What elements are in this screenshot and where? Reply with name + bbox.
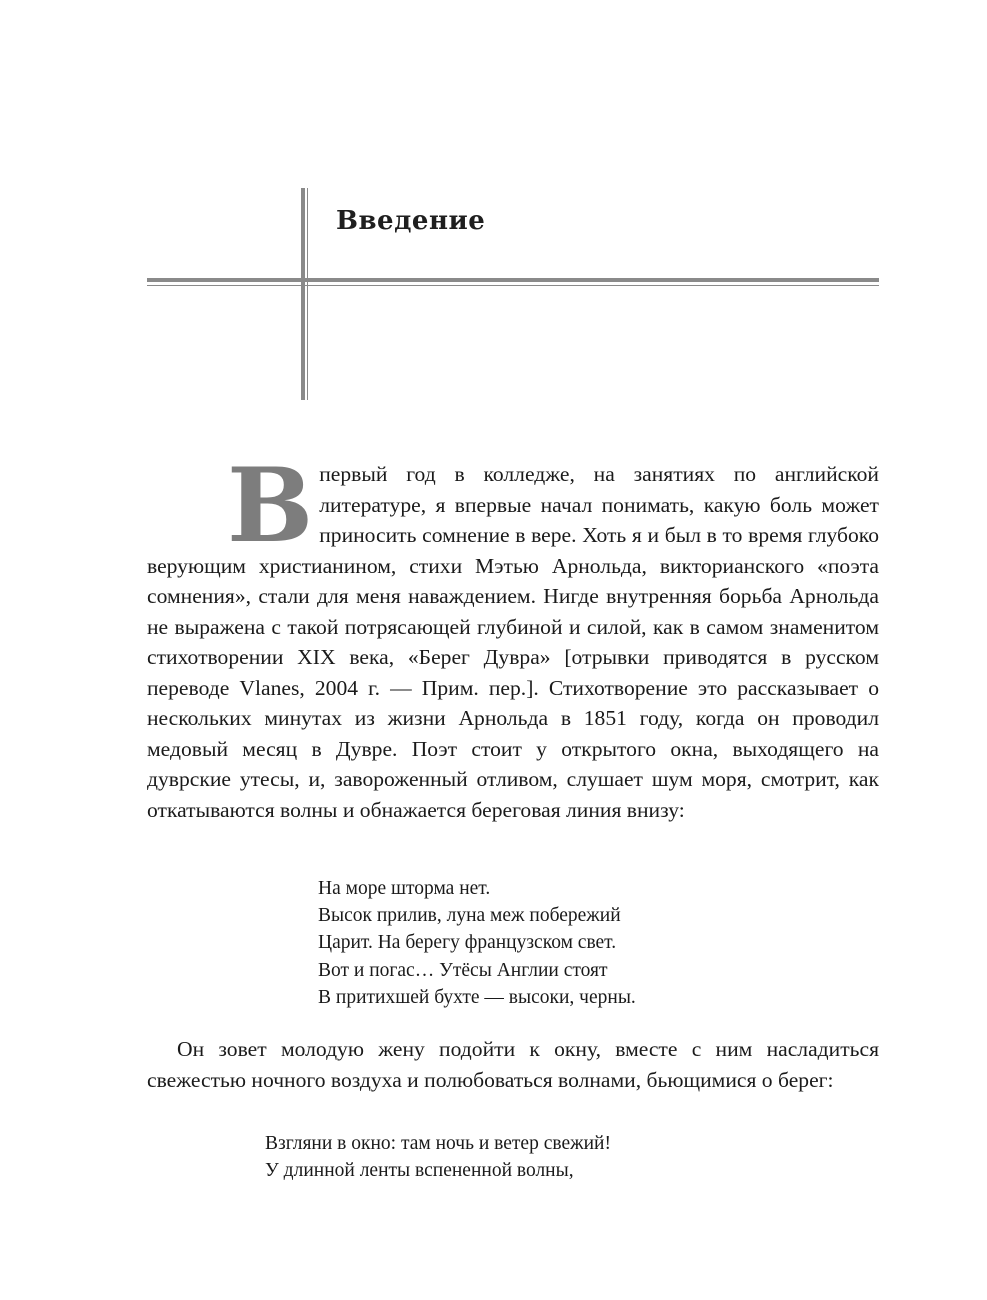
vertical-rule-thin — [307, 188, 308, 400]
poem-excerpt-1 — [318, 875, 636, 1011]
horizontal-rule-thin — [147, 285, 879, 286]
intro-text: первый год в колледже, на занятиях по английской литературе, я впервые начал понимать, какую боль может приносить сомнение в вере. Хоть я и был в то время глубоко верующим христианином, стихи Мэтью Арнольда, викторианского «поэта сомнения», стали для меня наваждением. Нигде внутренняя борьба Арнольда не выражена с такой потрясающей глубиной и силой, как в самом знаменитом стихотворении XIX века, «Берег Дувра» [отрывки приводятся в русском переводе Vlanes, 2004 г. — Прим. пер.]. Стихотворение это рассказывает о нескольких минутах из жизни Арнольда в 1851 году, когда он проводил медовый месяц в Дувре. Поэт стоит у открытого окна, выходящего на дуврские утесы, и, завороженный отливом, слушает шум моря, смотрит, как откатываются волны и обнажается береговая линия внизу: — [147, 462, 879, 822]
poem-line: Взгляни в окно: там ночь и ветер свежий! — [265, 1133, 611, 1154]
horizontal-rule-thick — [147, 278, 879, 282]
poem-line: В притихшей бухте — высоки, черны. — [318, 986, 636, 1008]
poem-line: У длинной ленты вспененной волны, — [265, 1160, 574, 1182]
chapter-title: Введение — [336, 206, 486, 236]
second-paragraph: Он зовет молодую жену подойти к окну, вместе с ним насладиться свежестью ночного воздуха и полюбоваться волнами, бьющимися о берег: — [147, 1037, 879, 1092]
poem-line: На море шторма нет. — [318, 878, 491, 899]
poem-line: Царит. На берегу французском свет. — [318, 932, 617, 954]
poem-excerpt-2 — [265, 1130, 611, 1184]
poem-line: Высок прилив, луна меж побережий — [318, 905, 621, 927]
drop-cap: В — [227, 446, 314, 566]
poem-line: Вот и погас… Утёсы Англии стоят — [318, 959, 608, 981]
vertical-rule-thick — [301, 188, 305, 400]
intro-paragraph — [147, 446, 879, 825]
